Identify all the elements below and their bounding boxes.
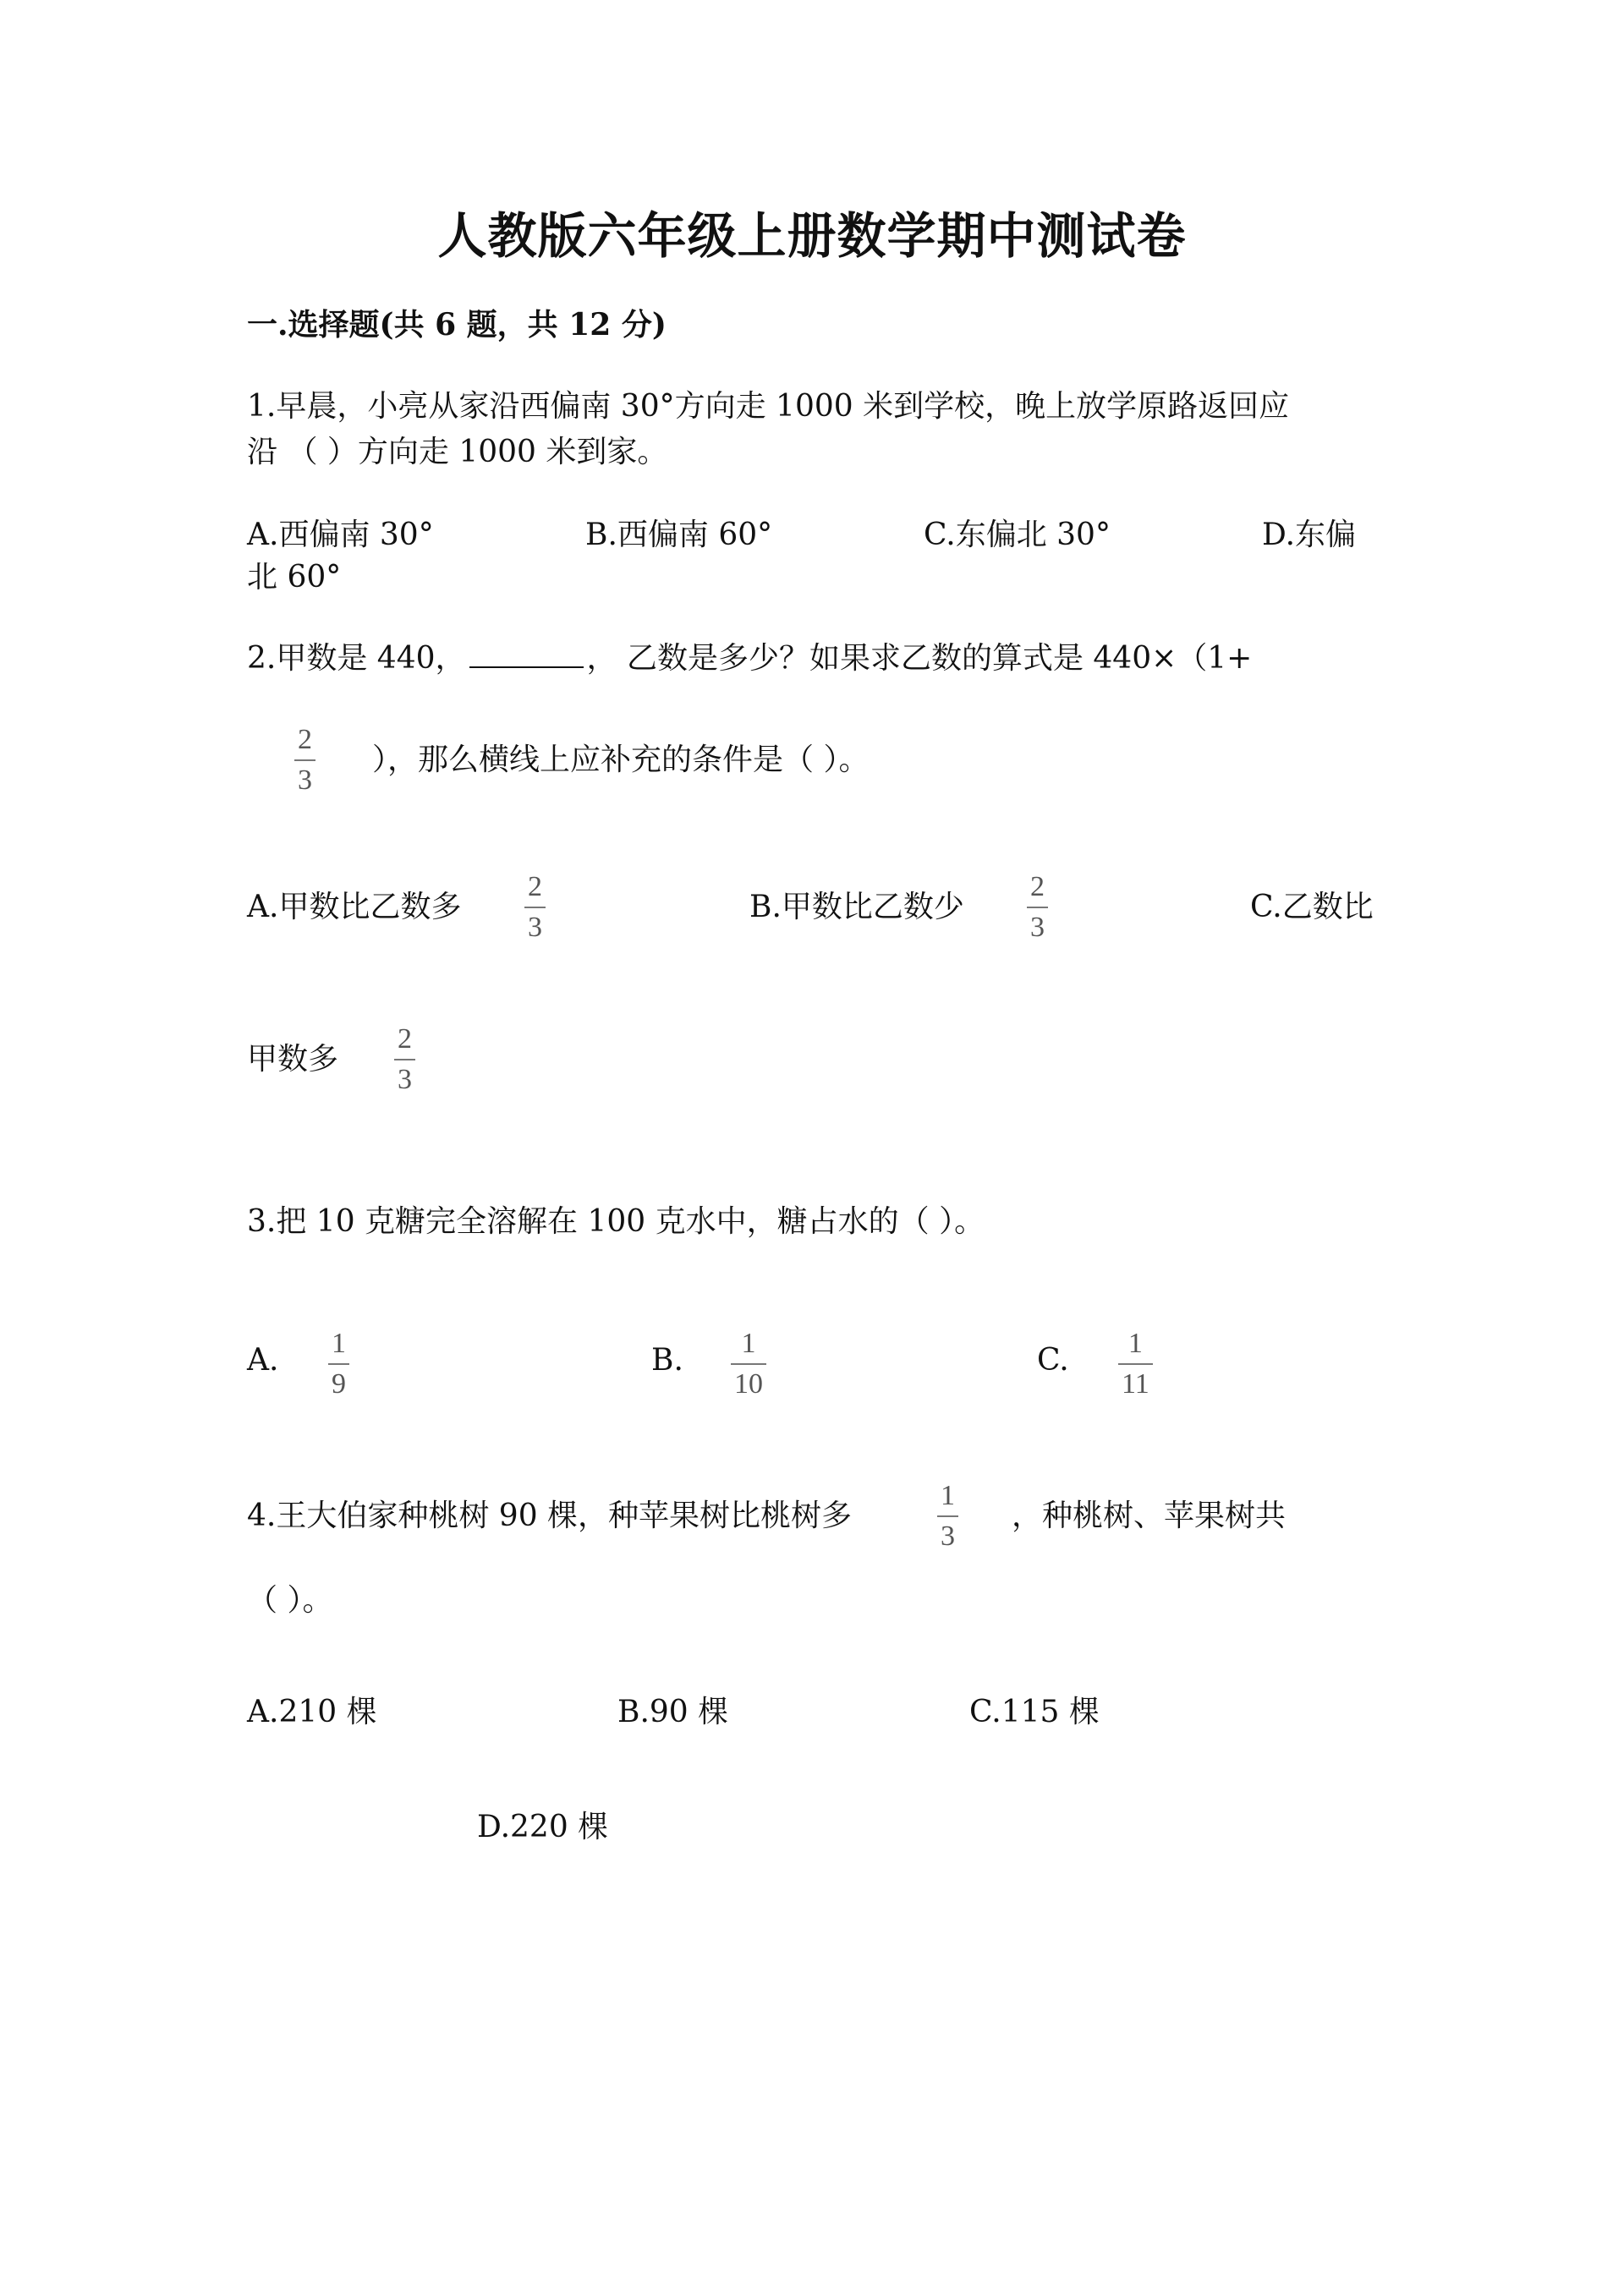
q2-fraction	[294, 726, 315, 795]
q3-option-b-fraction	[731, 1329, 766, 1399]
fraction-numerator: 1	[1127, 1328, 1143, 1359]
q3-text-line1: 3.把 10 克糖完全溶解在 100 克水中，糖占水的（ ）。	[247, 1204, 985, 1239]
fraction-numerator: 1	[941, 1480, 955, 1511]
q4-fraction	[937, 1482, 958, 1551]
q2-option-c-fraction	[394, 1025, 415, 1094]
q1-option-a[interactable]: A.西偏南 30°	[247, 518, 434, 552]
q4-text-line2: （ ）。	[247, 1583, 333, 1618]
q3-option-b[interactable]: B.	[651, 1343, 683, 1378]
q2-fraction-denominator: 3	[298, 764, 312, 796]
q2-text-part1: 2.甲数是 440，	[247, 641, 466, 676]
fraction-numerator: 2	[1030, 871, 1045, 902]
q3-option-c-fraction	[1118, 1329, 1153, 1399]
fraction-denominator: 3	[1030, 912, 1045, 943]
q1-option-d-cont: 北 60°	[247, 560, 342, 595]
q2-option-c[interactable]: C.乙数比	[1250, 890, 1374, 924]
q3-option-c[interactable]: C.	[1037, 1343, 1069, 1378]
q4-option-b[interactable]: B.90 棵	[617, 1695, 729, 1729]
q1-option-c[interactable]: C.东偏北 30°	[924, 518, 1111, 552]
q4-text-part1: 4.王大伯家种桃树 90 棵，种苹果树比桃树多	[247, 1499, 853, 1533]
q2-text-part2: ， 乙数是多少？如果求乙数的算式是 440×（1+	[586, 641, 1253, 676]
q4-option-a[interactable]: A.210 棵	[247, 1695, 377, 1729]
q1-text-line1: 1.早晨，小亮从家沿西偏南 30°方向走 1000 米到学校，晚上放学原路返回应	[247, 389, 1290, 424]
q4-option-d[interactable]: D.220 棵	[477, 1810, 609, 1844]
q2-fraction-numerator: 2	[298, 724, 312, 755]
q3-option-a[interactable]: A.	[247, 1343, 279, 1378]
q2-option-a-fraction	[524, 873, 546, 942]
fraction-denominator: 10	[734, 1368, 763, 1400]
fraction-denominator: 3	[398, 1064, 412, 1095]
q2-text-line1	[247, 634, 1252, 677]
q1-option-b[interactable]: B.西偏南 60°	[585, 518, 773, 552]
fraction-numerator: 2	[528, 871, 542, 902]
q4-text-part2: ，种桃树、苹果树共	[1012, 1499, 1287, 1533]
q1-text-line2: 沿 （ ）方向走 1000 米到家。	[247, 435, 668, 469]
q2-option-b-fraction	[1027, 873, 1048, 942]
fraction-denominator: 3	[941, 1521, 955, 1552]
q3-option-a-fraction	[328, 1329, 349, 1399]
fraction-denominator: 3	[528, 912, 542, 943]
q2-text-line2: ），那么横线上应补充的条件是（ ）。	[372, 743, 870, 777]
q2-blank-line	[469, 641, 584, 668]
fraction-denominator: 9	[332, 1368, 346, 1400]
fraction-denominator: 11	[1122, 1368, 1149, 1400]
q1-option-d[interactable]: D.东偏	[1262, 518, 1357, 552]
fraction-numerator: 2	[398, 1023, 412, 1055]
q2-option-c-cont: 甲数多	[247, 1042, 339, 1077]
page-title: 人教版六年级上册数学期中测试卷	[437, 207, 1187, 265]
fraction-numerator: 1	[741, 1328, 756, 1359]
q2-option-b[interactable]: B.甲数比乙数少	[749, 890, 964, 924]
section-heading: 一.选择题(共 6 题，共 12 分)	[247, 307, 667, 342]
q2-option-a[interactable]: A.甲数比乙数多	[247, 890, 462, 924]
fraction-numerator: 1	[332, 1328, 346, 1359]
q4-option-c[interactable]: C.115 棵	[969, 1695, 1100, 1729]
